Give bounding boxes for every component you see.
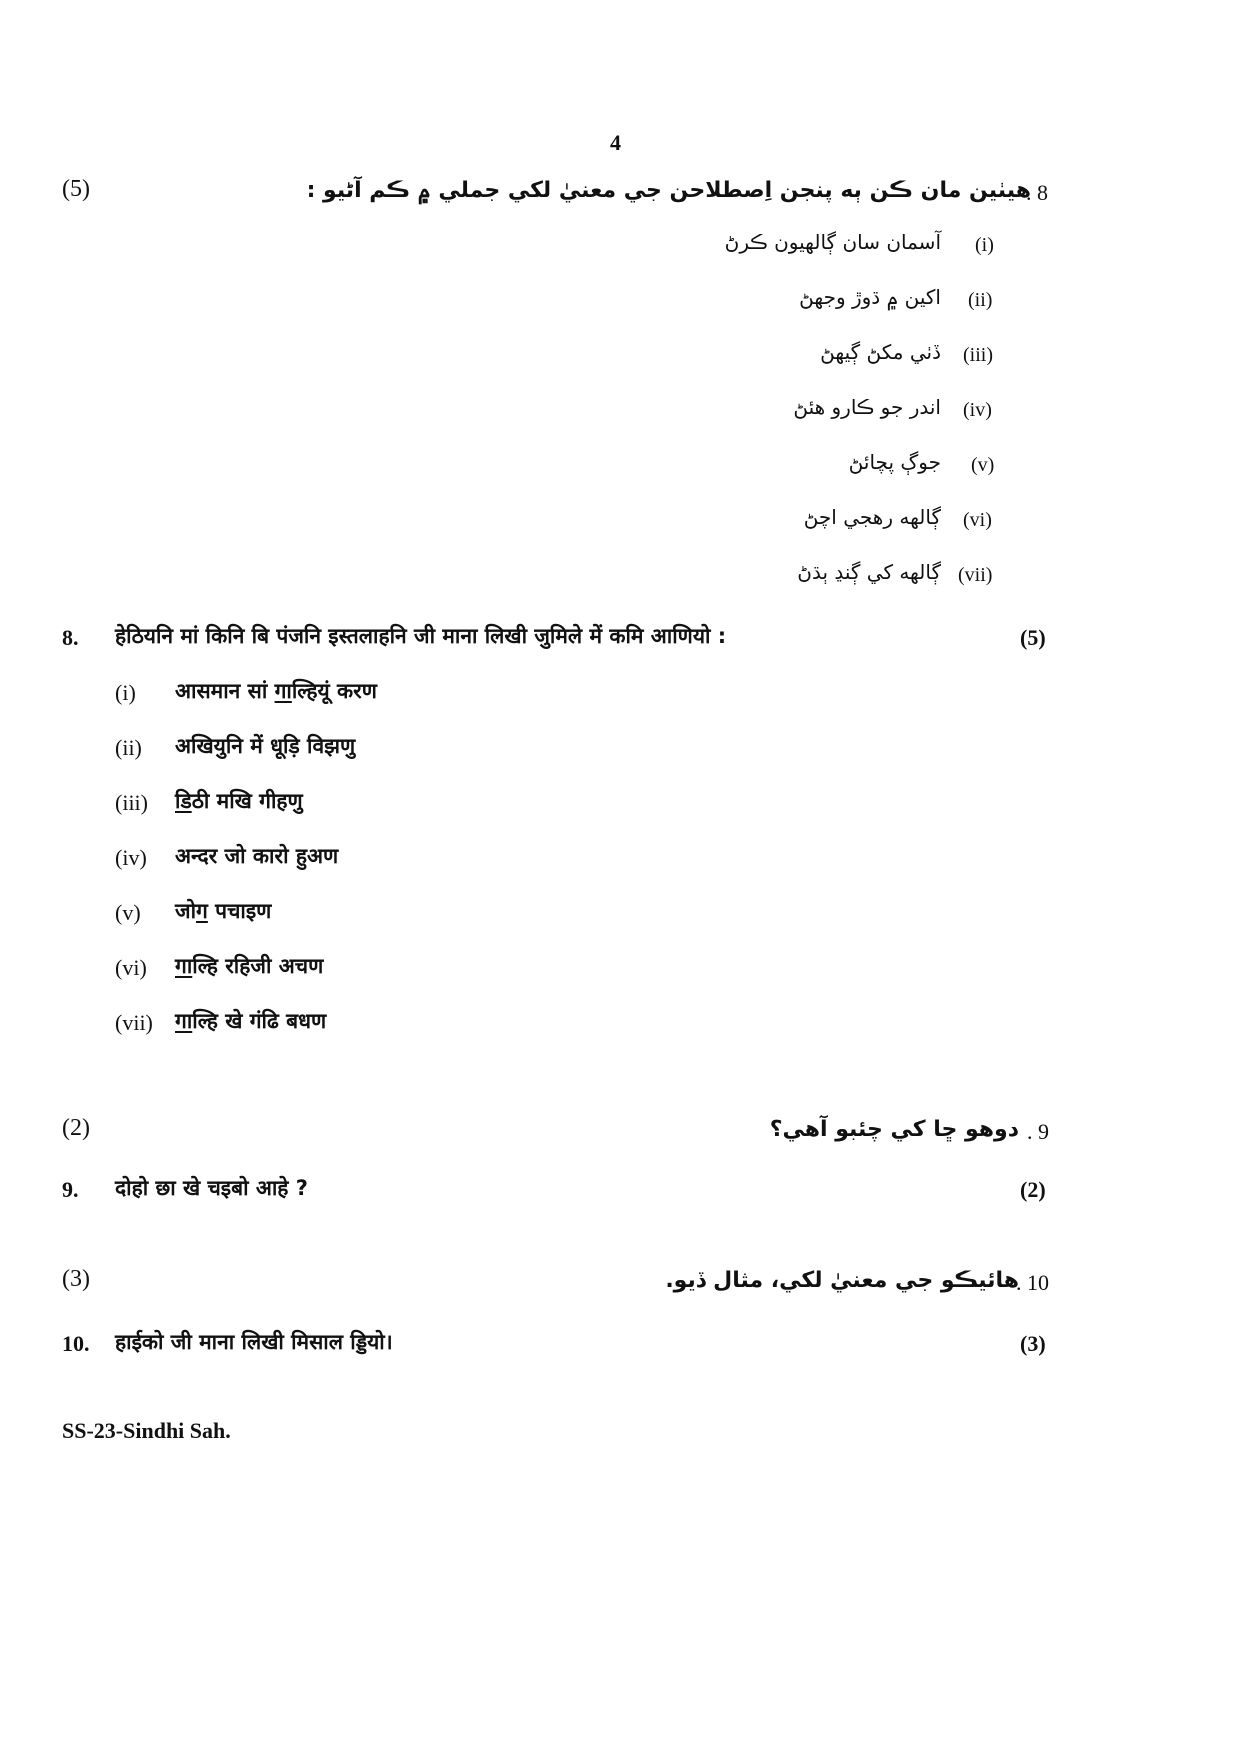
q8-devanagari-marks: (5) <box>1020 625 1046 650</box>
q8-devanagari-item-roman: (ii) <box>115 735 142 760</box>
q9-devanagari-question: दोहो छा खे चइबो आहे ? <box>115 1176 308 1200</box>
q9-sindhi-number: . 9 <box>1027 1119 1049 1144</box>
q8-devanagari-item-roman: (iv) <box>115 845 147 870</box>
q10-sindhi-marks: (3) <box>62 1266 90 1292</box>
q8-devanagari-item-roman: (vii) <box>115 1010 153 1035</box>
q8-devanagari-item-roman: (i) <box>115 680 136 705</box>
q8-sindhi-item-text: اکين ۾ ڌوڙ وجهڻ <box>799 285 941 309</box>
q8-devanagari-number: 8. <box>62 625 79 650</box>
q8-sindhi-item-roman: (iv) <box>963 399 992 421</box>
q8-sindhi-marks: (5) <box>62 176 90 202</box>
q8-sindhi-item-text: آسمان سان ڳالهيون ڪرڻ <box>724 230 941 254</box>
q8-devanagari-item-roman: (iii) <box>115 790 148 815</box>
q8-sindhi-question: هيٺين مان ڪن ٻه پنجن اِصطلاحن جي معنيٰ لکي جملي ۾ ڪم آڻيو : <box>306 178 1031 203</box>
q9-sindhi-marks: (2) <box>62 1115 90 1141</box>
q10-devanagari-marks: (3) <box>1020 1331 1046 1356</box>
q8-sindhi-item-text: اندر جو ڪارو هئڻ <box>793 395 941 419</box>
page-number: 4 <box>610 130 621 155</box>
q8-sindhi-item-text: ڳالهه کي ڳنڍ ٻڌڻ <box>797 560 941 584</box>
q8-devanagari-item-roman: (vi) <box>115 955 147 980</box>
q8-sindhi-item-text: ڏٺي مکڻ ڳيهڻ <box>820 340 941 364</box>
footer-code: SS-23-Sindhi Sah. <box>62 1418 231 1443</box>
q8-sindhi-item-text: جوڳ پچائڻ <box>848 450 941 474</box>
q8-devanagari-item-roman: (v) <box>115 900 141 925</box>
q8-sindhi-item-roman: (v) <box>971 454 995 476</box>
q8-devanagari-item-text: अखियुनि में धूड़ि विझणु <box>175 734 356 758</box>
q8-devanagari-item-text: अन्दर जो कारो हुअण <box>175 844 339 868</box>
q8-devanagari-item-text: आसमान सां गाल्हियूं करण <box>175 679 377 703</box>
q8-sindhi-item-roman: (vi) <box>963 509 992 531</box>
q9-devanagari-marks: (2) <box>1020 1177 1046 1202</box>
q8-sindhi-item-text: ڳالهه رهجي اچڻ <box>803 505 941 529</box>
q8-sindhi-number: . 8 <box>1026 180 1048 205</box>
q8-sindhi-item-roman: (vii) <box>958 564 993 586</box>
q8-sindhi-item-roman: (i) <box>975 234 994 256</box>
q10-devanagari-number: 10. <box>62 1331 90 1356</box>
q8-devanagari-item-text: जोग पचाइण <box>175 899 272 923</box>
q9-sindhi-question: دوهو ڇا کي چئبو آهي؟ <box>769 1117 1019 1142</box>
q8-devanagari-item-text: गाल्हि रहिजी अचण <box>175 954 324 978</box>
q8-devanagari-item-text: गाल्हि खे गंढि बधण <box>175 1009 327 1033</box>
q10-sindhi-question: هائيڪو جي معنيٰ لکي، مثال ڏيو. <box>665 1268 1019 1293</box>
q8-devanagari-item-text: डिठी मखि गीहणु <box>175 789 303 813</box>
q8-sindhi-item-roman: (iii) <box>963 344 993 366</box>
q8-sindhi-item-roman: (ii) <box>968 289 993 311</box>
q8-devanagari-question: हेठियनि मां किनि बि पंजनि इस्तलाहनि जी माना लिखी जुमिले में कमि आणियो : <box>115 624 727 648</box>
q10-sindhi-number: . 10 <box>1016 1270 1049 1295</box>
q9-devanagari-number: 9. <box>62 1177 79 1202</box>
q10-devanagari-question: हाईको जी माना लिखी मिसाल ड्डियो। <box>115 1330 393 1354</box>
